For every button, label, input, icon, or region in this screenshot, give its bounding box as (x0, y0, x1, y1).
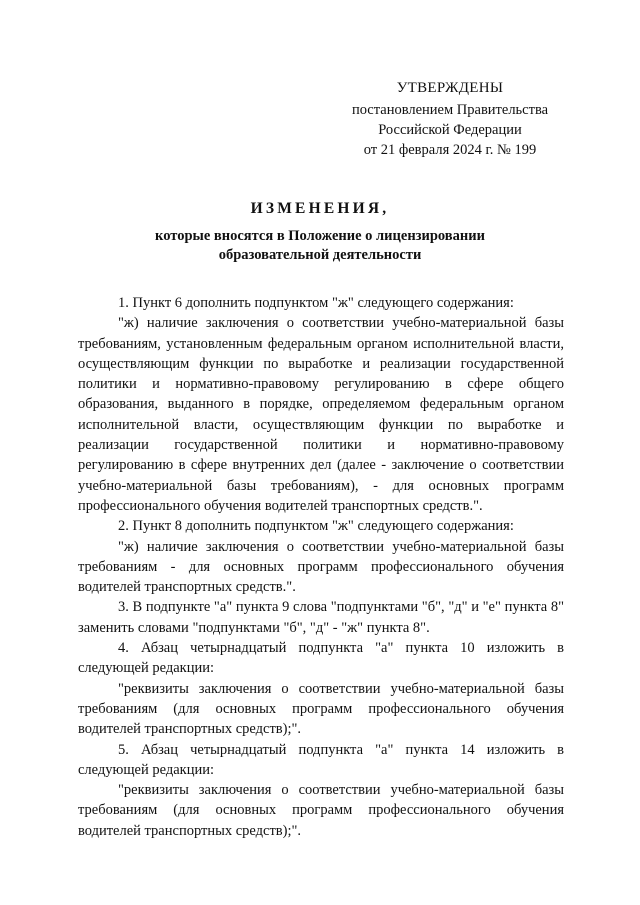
paragraph-item-2-quote: "ж) наличие заключения о соответствии учебно-материальной базы требованиям - для основных программ профессионального обучения водителей транспортных средств.". (78, 538, 564, 596)
paragraph-item-5-quote: "реквизиты заключения о соответствии учебно-материальной базы требованиям (для основных программ профессионального обучения водителей транспортных средств);". (78, 782, 564, 839)
document-title: ИЗМЕНЕНИЯ, (250, 200, 390, 217)
approval-stamp (330, 78, 570, 160)
approval-line-date: от 21 февраля 2024 г. № 199 (363, 142, 537, 158)
paragraph-item-1-quote: "ж) наличие заключения о соответствии учебно-материальной базы требованиям, установленным федеральным органом исполнительной власти, осуществляющим функции по выработке и реализации государственной политики и нормативно-правовому регулированию в сфере общего образования, выданного в порядке, определяемом федеральным органом исполнительной власти, осуществляющим функции по выработке и реализации государственной политики и нормативно-правовому регулированию в сфере внутренних дел (далее - заключение о соответствии учебно-материальной базы требованиям), - для основных программ профессионального обучения водителей транспортных средств.". (78, 315, 564, 514)
paragraph-item-2: 2. Пункт 8 дополнить подпунктом "ж" следующего содержания: (118, 518, 514, 535)
paragraph-item-5: 5. Абзац четырнадцатый подпункта "а" пункта 14 изложить в следующей редакции: (78, 741, 564, 778)
paragraph-item-4-quote: "реквизиты заключения о соответствии учебно-материальной базы требованиям (для основных программ профессионального обучения водителей транспортных средств);". (78, 680, 564, 738)
document-subtitle-line-1: которые вносятся в Положение о лицензировании (155, 228, 485, 244)
paragraph-item-4: 4. Абзац четырнадцатый подпункта "а" пункта 10 изложить в следующей редакции: (78, 640, 564, 677)
document-heading (60, 200, 580, 265)
approved-label: УТВЕРЖДЕНЫ (396, 80, 504, 96)
approval-line-government: Российской Федерации (378, 122, 522, 138)
document-subtitle-line-2: образовательной деятельности (218, 247, 422, 263)
paragraph-item-3: 3. В подпункте "а" пункта 9 слова "подпунктами "б", "д" и "е" пункта 8" заменить словами "подпунктами "б", "д" - "ж" пункта 8". (78, 599, 564, 636)
paragraph-item-1: 1. Пункт 6 дополнить подпунктом "ж" следующего содержания: (118, 295, 514, 311)
document-body (78, 293, 564, 841)
approval-line-decree: постановлением Правительства (351, 102, 549, 118)
